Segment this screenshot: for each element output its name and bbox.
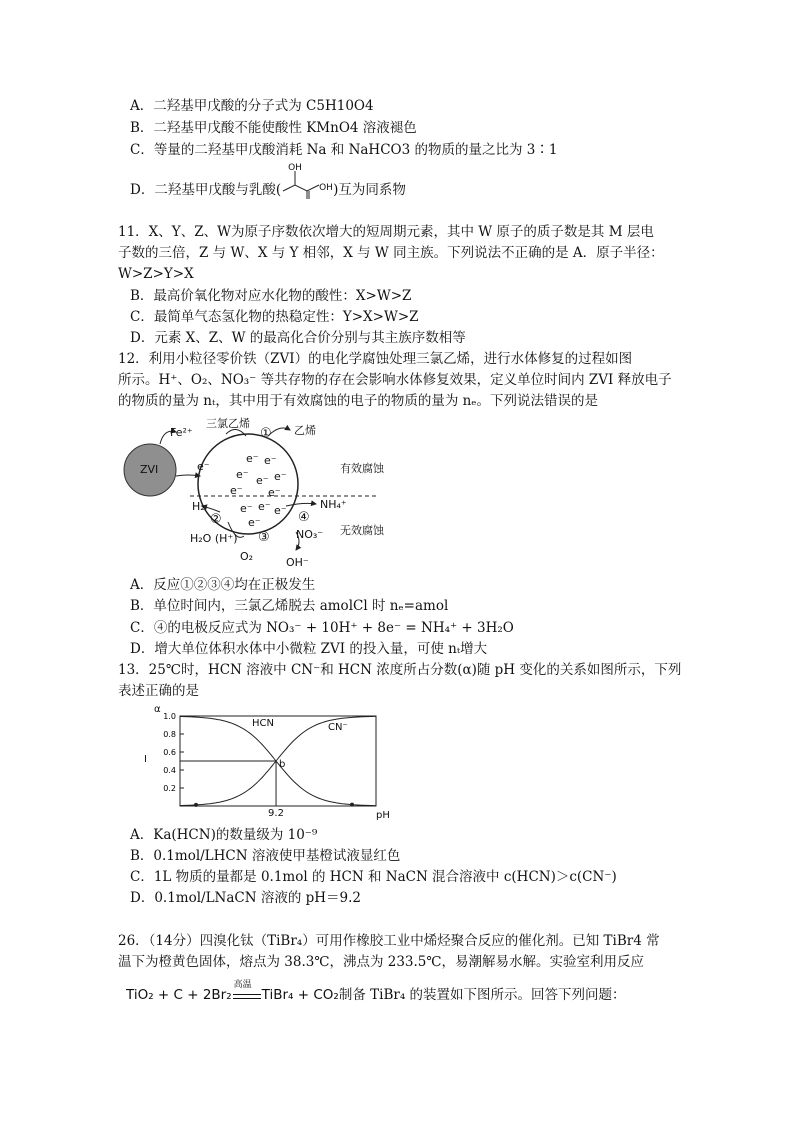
- reaction-1-label: ①: [260, 426, 272, 441]
- lactic-acid-structure: [281, 163, 333, 199]
- q10-option-d-post: )互为同系物: [333, 182, 406, 198]
- electron-label: e⁻: [256, 474, 269, 487]
- transfer-electron-label: e⁻: [197, 460, 210, 473]
- equation-reactants: TiO₂ + C + 2Br₂: [126, 987, 232, 1003]
- y-tick-label: 1.0: [163, 712, 176, 721]
- zvi-corrosion-diagram: [118, 414, 408, 574]
- x-tick-label: 9.2: [268, 808, 284, 819]
- q26-stem-line1: 26．（14分）四溴化钛（TiBr₄）可用作橡胶工业中烯烃聚合反应的催化剂。已知 TiBr4 常: [118, 933, 660, 949]
- q11-stem-line3: W>Z>Y>X: [118, 266, 194, 282]
- q26-equation-tail: 制备 TiBr₄ 的装置如下图所示。回答下列问题：: [338, 987, 626, 1003]
- y-tick-label: 0.2: [163, 784, 176, 793]
- cn-series-label: CN⁻: [328, 722, 348, 733]
- q12-option-b: B．单位时间内，三氯乙烯脱去 amolCl 时 nₑ=amol: [130, 598, 449, 614]
- y-axis-label: α: [154, 704, 161, 715]
- electron-label: e⁻: [248, 516, 261, 529]
- nh4-label: NH₄⁺: [320, 498, 347, 511]
- x-axis-label: pH: [376, 810, 390, 821]
- y-tick-label: 0.8: [163, 730, 176, 739]
- q11-stem-line1: 11．X、Y、Z、W为原子序数依次增大的短周期元素，其中 W 原子的质子数是其 M 层电: [118, 224, 654, 240]
- electron-label: e⁻: [236, 468, 249, 481]
- data-point-marker: [194, 803, 198, 807]
- q10-option-d: [130, 163, 406, 199]
- electron-label: e⁻: [274, 470, 287, 483]
- q26-equation: [126, 980, 626, 1004]
- hcn-series-label: HCN: [252, 718, 274, 729]
- electron-label: e⁻: [246, 452, 259, 465]
- h2o-label: H₂O (H⁺): [190, 532, 238, 545]
- electron-label: e⁻: [268, 486, 281, 499]
- equation-arrow: [232, 980, 262, 1004]
- q13-stem-line2: 表述正确的是: [118, 683, 199, 699]
- zvi-label: ZVI: [140, 463, 159, 476]
- equation-products: TiBr₄ + CO₂: [261, 987, 339, 1003]
- q11-option-d: D．元素 X、Z、W 的最高化合价分别与其主族序数相等: [130, 330, 466, 346]
- ineffective-corrosion-label: 无效腐蚀: [340, 524, 384, 537]
- ethylene-label: 乙烯: [294, 424, 316, 437]
- reaction-3-label: ③: [258, 530, 270, 545]
- q11-option-c: C．最简单气态氢化物的热稳定性：Y>X>W>Z: [130, 309, 419, 325]
- equation-condition: 高温: [233, 980, 252, 990]
- q13-option-d: D．0.1mol/LNaCN 溶液的 pH＝9.2: [130, 890, 362, 906]
- reaction-2-label: ②: [210, 512, 222, 527]
- q12-option-a: A．反应①②③④均在正极发生: [130, 577, 316, 593]
- electron-label: e⁻: [240, 502, 253, 515]
- q12-option-d: D．增大单位体积水体中小微粒 ZVI 的投入量，可使 nₜ增大: [130, 641, 488, 657]
- q13-option-a: A．Ka(HCN)的数量级为 10⁻⁹: [130, 827, 318, 843]
- q12-stem-line1: 12．利用小粒径零价铁（ZVI）的电化学腐蚀处理三氯乙烯，进行水体修复的过程如图: [118, 351, 633, 367]
- tce-label: 三氯乙烯: [206, 417, 250, 430]
- cross-point-label: b: [279, 759, 286, 770]
- electron-label: e⁻: [274, 504, 287, 517]
- electron-label: e⁻: [264, 454, 277, 467]
- q26-stem-line2: 温下为橙黄色固体，熔点为 38.3℃，沸点为 233.5℃，易潮解易水解。实验室利用反应: [118, 954, 644, 970]
- electron-label: e⁻: [230, 484, 243, 497]
- side-mark: Ⅰ: [144, 754, 147, 765]
- hcn-fraction-chart: [140, 706, 400, 824]
- reaction-4-label: ④: [298, 510, 310, 525]
- q10-option-b: B．二羟基甲戊酸不能使酸性 KMnO4 溶液褪色: [130, 120, 417, 136]
- y-tick-label: 0.6: [163, 748, 176, 757]
- q12-option-c: C．④的电极反应式为 NO₃⁻ + 10H⁺ + 8e⁻ = NH₄⁺ + 3H₂O: [130, 620, 514, 636]
- q11-stem-line2: 子数的三倍，Z 与 W、X 与 Y 相邻，X 与 W 同主族。下列说法不正确的是 A．原子半径：: [118, 245, 664, 261]
- fe2-label: Fe²⁺: [170, 426, 193, 439]
- electron-label: e⁻: [258, 500, 271, 513]
- data-point-marker: [350, 803, 354, 807]
- q12-stem-line2: 所示。H⁺、O₂、NO₃⁻ 等共存物的存在会影响水体修复效果，定义单位时间内 ZVI 释放电子: [118, 372, 672, 388]
- o2-label: O₂: [240, 550, 254, 563]
- lactic-cooh-label: OH: [319, 183, 333, 193]
- q13-option-c: C．1L 物质的量都是 0.1mol 的 HCN 和 NaCN 混合溶液中 c(HCN)＞c(CN⁻): [130, 869, 617, 885]
- equation-double-bar: [233, 994, 261, 999]
- q10-option-a: A．二羟基甲戊酸的分子式为 C5H10O4: [130, 98, 374, 114]
- h2-label: H₂: [192, 500, 205, 513]
- y-tick-label: 0.4: [163, 766, 176, 775]
- no3-label: NO₃⁻: [296, 528, 324, 541]
- q13-option-b: B．0.1mol/LHCN 溶液使甲基橙试液显红色: [130, 848, 401, 864]
- lactic-oh-label: OH: [288, 163, 302, 173]
- q13-stem-line1: 13．25℃时，HCN 溶液中 CN⁻和 HCN 浓度所占分数(α)随 pH 变化的关系如图所示，下列: [118, 662, 682, 678]
- effective-corrosion-label: 有效腐蚀: [340, 462, 384, 475]
- q12-stem-line3: 的物质的量为 nₜ，其中用于有效腐蚀的电子的物质的量为 nₑ。下列说法错误的是: [118, 393, 599, 409]
- q10-option-c: C．等量的二羟基甲戊酸消耗 Na 和 NaHCO3 的物质的量之比为 3∶1: [130, 142, 558, 158]
- q10-option-d-pre: D．二羟基甲戊酸与乳酸(: [130, 182, 282, 198]
- oh-label: OH⁻: [286, 556, 309, 569]
- q11-option-b: B．最高价氧化物对应水化物的酸性：X>W>Z: [130, 288, 412, 304]
